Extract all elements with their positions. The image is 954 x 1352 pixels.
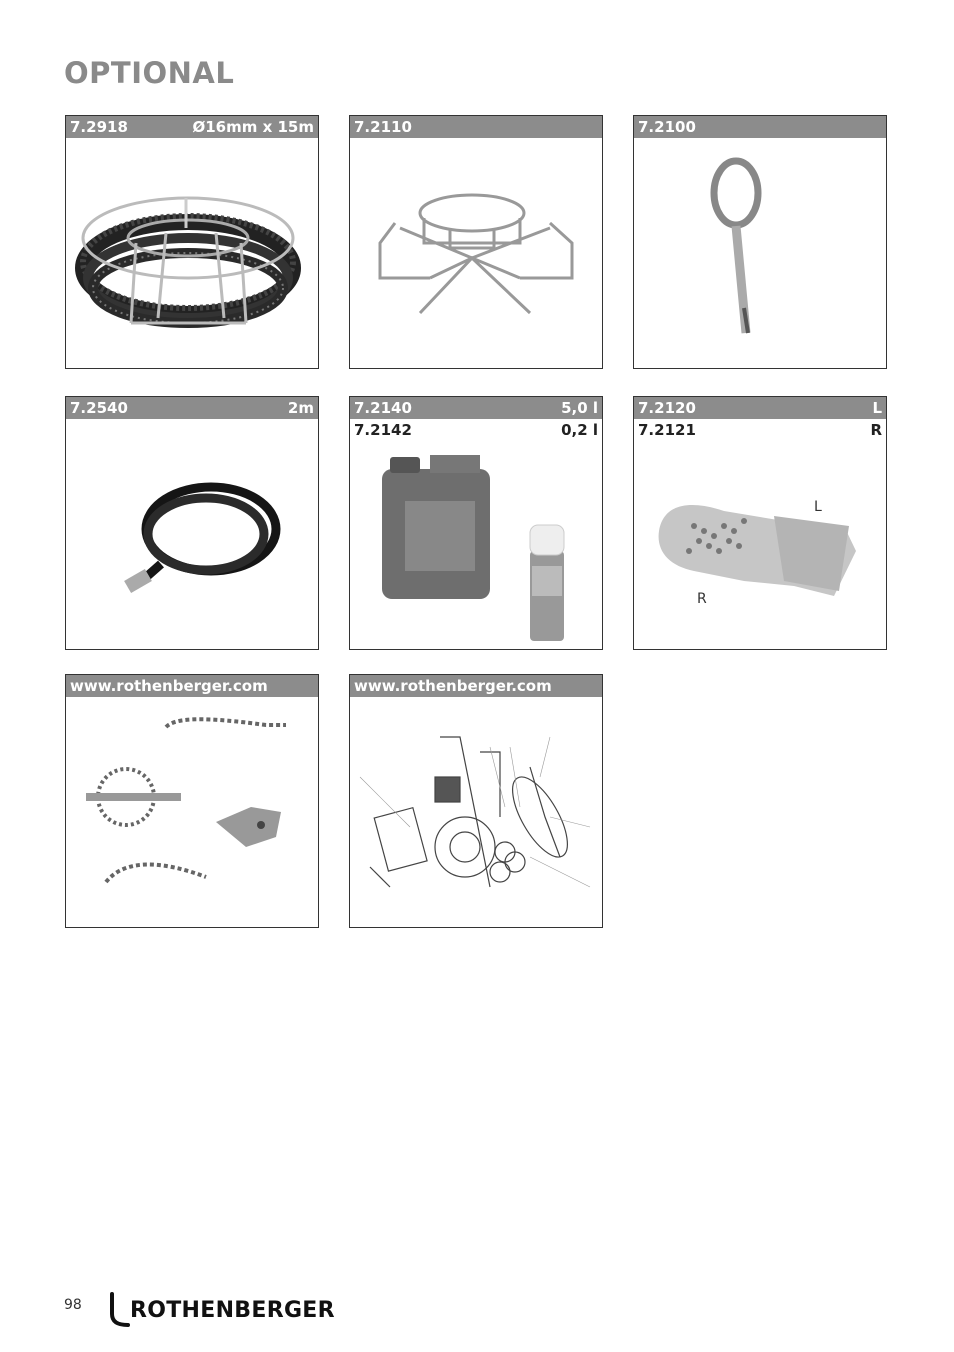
card-header	[634, 397, 886, 419]
product-link[interactable]: www.rothenberger.com	[70, 677, 268, 695]
product-card-coupling-key	[633, 115, 887, 369]
card-header	[66, 675, 318, 697]
card-subheader	[350, 419, 602, 441]
glove-label-r: R	[697, 591, 707, 607]
product-code-2: 7.2142	[354, 421, 412, 439]
product-card-oil	[349, 396, 603, 650]
product-code: 7.2100	[638, 118, 696, 136]
product-card-drain-tools	[65, 674, 319, 928]
wire-stand-image	[350, 138, 602, 368]
product-card-spiral-cable	[65, 115, 319, 369]
product-code: 7.2120	[638, 399, 696, 417]
product-code: 7.2540	[70, 399, 128, 417]
product-spec-2: 0,2 l	[561, 421, 598, 439]
product-spec: 2m	[287, 399, 314, 417]
spiral-cable-coil-image	[66, 138, 318, 368]
product-spec: 5,0 l	[561, 399, 598, 417]
hose-image	[66, 419, 318, 649]
product-card-gloves	[633, 396, 887, 650]
brand-logo	[106, 1292, 335, 1328]
product-spec: Ø16mm x 15m	[192, 118, 314, 136]
brand-hook-icon	[106, 1292, 130, 1328]
product-card-wire-stand	[349, 115, 603, 369]
card-header	[350, 397, 602, 419]
oil-canister-and-spray-image	[350, 441, 602, 649]
card-subheader	[634, 419, 886, 441]
product-code: 7.2140	[354, 399, 412, 417]
product-code: 7.2918	[70, 118, 128, 136]
exploded-diagram-image	[350, 697, 602, 927]
gloves-image	[634, 441, 886, 649]
product-card-hose	[65, 396, 319, 650]
card-header	[66, 397, 318, 419]
product-spec: L	[872, 399, 882, 417]
product-card-exploded-diagram	[349, 674, 603, 928]
card-header	[66, 116, 318, 138]
product-code: 7.2110	[354, 118, 412, 136]
page-number: 98	[64, 1297, 82, 1313]
drain-cleaning-tools-image	[66, 697, 318, 927]
brand-name: ROTHENBERGER	[130, 1297, 335, 1323]
card-header	[350, 116, 602, 138]
product-link[interactable]: www.rothenberger.com	[354, 677, 552, 695]
product-spec-2: R	[870, 421, 882, 439]
card-header	[350, 675, 602, 697]
card-header	[634, 116, 886, 138]
coupling-key-image	[634, 138, 886, 368]
glove-label-l: L	[814, 499, 822, 515]
page-title: OPTIONAL	[64, 56, 235, 90]
product-code-2: 7.2121	[638, 421, 696, 439]
